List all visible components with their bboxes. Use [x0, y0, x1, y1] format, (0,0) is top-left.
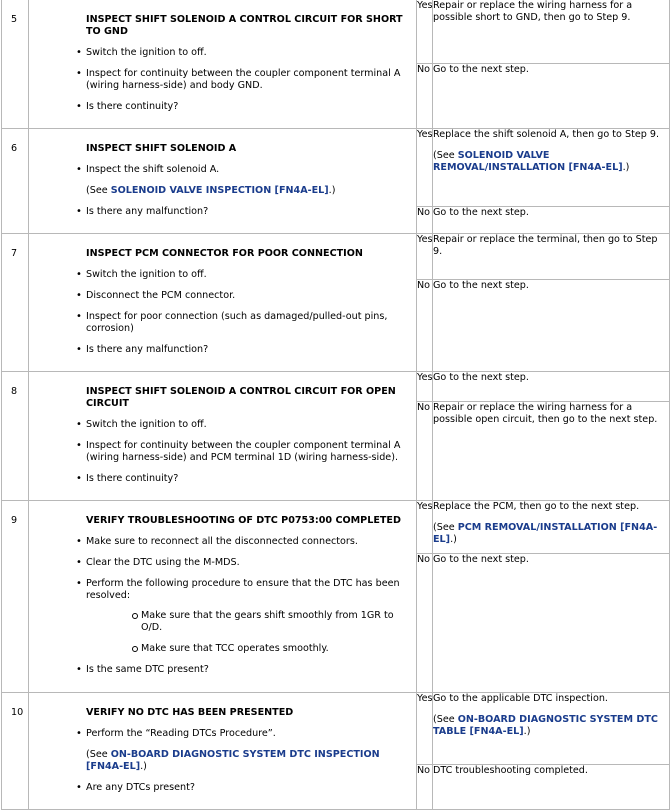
step-bullet: Inspect the shift solenoid A.: [86, 164, 220, 175]
step-action: INSPECT SHIFT SOLENOID A • Inspect the shift solenoid A. (See SOLENOID VALVE INSPECTION [FN4A-EL].) • Is there any malfunction?: [29, 129, 417, 234]
step-bullet: • Clear the DTC using the M-MDS.: [86, 557, 408, 569]
no-label: No: [417, 554, 433, 693]
sub-bullet: Make sure that the gears shift smoothly from 1GR to O/D.: [141, 610, 408, 634]
step-row-10: 10 VERIFY NO DTC HAS BEEN PRESENTED • Perform the “Reading DTCs Procedure”. (See ON-BOARD DIAGNOSTIC SYSTEM DTC INSPECTION [FN4A-EL].) • Are any DTCs present? Yes Go to the applicable DTC inspection. (See ON-BOARD DIAGNOSTIC SYSTEM DTC TABLE [FN4A-EL].): [2, 693, 670, 765]
step-bullet: • Is there continuity?: [86, 101, 408, 113]
step-bullet: Perform the following procedure to ensure that the DTC has been resolved:: [86, 578, 400, 601]
solenoid-inspection-link[interactable]: SOLENOID VALVE INSPECTION [FN4A-EL]: [110, 185, 329, 196]
yes-label: Yes: [417, 0, 433, 63]
no-label: No: [417, 63, 433, 128]
step-row-5: [2, 0, 670, 63]
step-title: INSPECT SHIFT SOLENOID A: [86, 143, 237, 154]
yes-result: Repair or replace the terminal, then go to Step 9.: [433, 234, 670, 280]
no-label: No: [417, 765, 433, 810]
yes-result: Repair or replace the wiring harness for a possible short to GND, then go to Step 9.: [433, 0, 670, 63]
step-bullet: • Inspect for continuity between the coupler component terminal A (wiring harness-side) and PCM terminal 1D (wiring harness-side).: [86, 440, 408, 464]
step-title: VERIFY TROUBLESHOOTING OF DTC P0753:00 COMPLETED: [86, 515, 401, 526]
step-action: VERIFY NO DTC HAS BEEN PRESENTED • Perform the “Reading DTCs Procedure”. (See ON-BOARD DIAGNOSTIC SYSTEM DTC INSPECTION [FN4A-EL].) • Are any DTCs present?: [29, 693, 417, 810]
step-bullet: • Switch the ignition to off.: [86, 269, 408, 281]
step-bullet: • Disconnect the PCM connector.: [86, 290, 408, 302]
step-bullet: • Is the same DTC present?: [86, 664, 408, 676]
yes-label: Yes: [417, 129, 433, 207]
yes-result: Go to the applicable DTC inspection.: [433, 693, 608, 704]
step-bullet: • Switch the ignition to off.: [86, 47, 408, 59]
step-number: 9: [2, 501, 29, 693]
step-bullet: • Is there any malfunction?: [86, 344, 408, 356]
no-label: No: [417, 280, 433, 372]
step-bullet: • Is there continuity?: [86, 473, 408, 485]
step-bullet: • Inspect for continuity between the coupler component terminal A (wiring harness-side) and body GND.: [86, 68, 408, 92]
step-title: VERIFY NO DTC HAS BEEN PRESENTED: [86, 707, 294, 718]
no-result: Go to the next step.: [433, 554, 670, 693]
step-number: 7: [2, 234, 29, 372]
step-bullet: • Switch the ignition to off.: [86, 419, 408, 431]
step-row-6: 6 INSPECT SHIFT SOLENOID A • Inspect the shift solenoid A. (See SOLENOID VALVE INSPECTION [FN4A-EL].) • Is there any malfunction? Yes Replace the shift solenoid A, then go to Step 9. (See SOLENOID VALVE REMOVAL/INSTALLATION [FN4A-EL].): [2, 129, 670, 207]
step-row-9: 9 VERIFY TROUBLESHOOTING OF DTC P0753:00 COMPLETED • Make sure to reconnect all the disconnected connectors. • Clear the DTC using the M-MDS. • Perform the following procedure to ensure that the DTC has been resolved: Make sure that the gears shift smoothly from 1GR to O/D. Make sure that TCC operates smoothly. • Is the same DTC present? Yes Replace the PCM, then go to the next step. (See PCM REMOVAL/INSTALLATION [FN4A-EL].): [2, 501, 670, 554]
step-bullet: • Make sure to reconnect all the disconnected connectors.: [86, 536, 408, 548]
no-result: Go to the next step.: [433, 280, 670, 372]
troubleshooting-table: [1, 0, 670, 810]
solenoid-removal-link[interactable]: SOLENOID VALVE REMOVAL/INSTALLATION [FN4A-EL]: [433, 150, 623, 173]
step-action: [29, 234, 417, 372]
step-bullet: • Inspect for poor connection (such as damaged/pulled-out pins, corrosion): [86, 311, 408, 335]
yes-result: Replace the PCM, then go to the next step.: [433, 501, 640, 512]
step-bullet: • Are any DTCs present?: [86, 782, 408, 794]
step-title: INSPECT SHIFT SOLENOID A CONTROL CIRCUIT FOR SHORT TO GND: [86, 14, 403, 37]
step-bullet: • Is there any malfunction?: [86, 206, 408, 218]
step-action: [29, 0, 417, 129]
step-action: [29, 372, 417, 501]
step-action: [29, 501, 417, 693]
step-title: INSPECT SHIFT SOLENOID A CONTROL CIRCUIT FOR OPEN CIRCUIT: [86, 386, 396, 409]
no-label: No: [417, 402, 433, 501]
no-label: No: [417, 207, 433, 234]
yes-label: Yes: [417, 372, 433, 402]
no-result: Go to the next step.: [433, 207, 670, 234]
pcm-removal-link[interactable]: PCM REMOVAL/INSTALLATION [FN4A-EL]: [433, 522, 658, 545]
no-result: DTC troubleshooting completed.: [433, 765, 670, 810]
step-number: 5: [2, 0, 29, 129]
yes-result: Replace the shift solenoid A, then go to Step 9.: [433, 129, 660, 140]
no-result: Go to the next step.: [433, 63, 670, 128]
no-result: Repair or replace the wiring harness for a possible open circuit, then go to the next step.: [433, 402, 670, 501]
yes-label: Yes: [417, 693, 433, 765]
sub-bullet: Make sure that TCC operates smoothly.: [141, 643, 408, 655]
step-number: 8: [2, 372, 29, 501]
yes-label: Yes: [417, 234, 433, 280]
step-row-8: [2, 372, 670, 402]
yes-result: Go to the next step.: [433, 372, 670, 402]
step-row-7: [2, 234, 670, 280]
step-bullet: Perform the “Reading DTCs Procedure”.: [86, 728, 276, 739]
step-title: INSPECT PCM CONNECTOR FOR POOR CONNECTION: [86, 248, 363, 259]
dtc-table-link[interactable]: ON-BOARD DIAGNOSTIC SYSTEM DTC TABLE [FN4A-EL]: [433, 714, 658, 737]
dtc-inspection-link[interactable]: ON-BOARD DIAGNOSTIC SYSTEM DTC INSPECTION [FN4A-EL]: [86, 749, 380, 772]
step-number: 10: [2, 693, 29, 810]
yes-label: Yes: [417, 501, 433, 554]
step-number: 6: [2, 129, 29, 234]
